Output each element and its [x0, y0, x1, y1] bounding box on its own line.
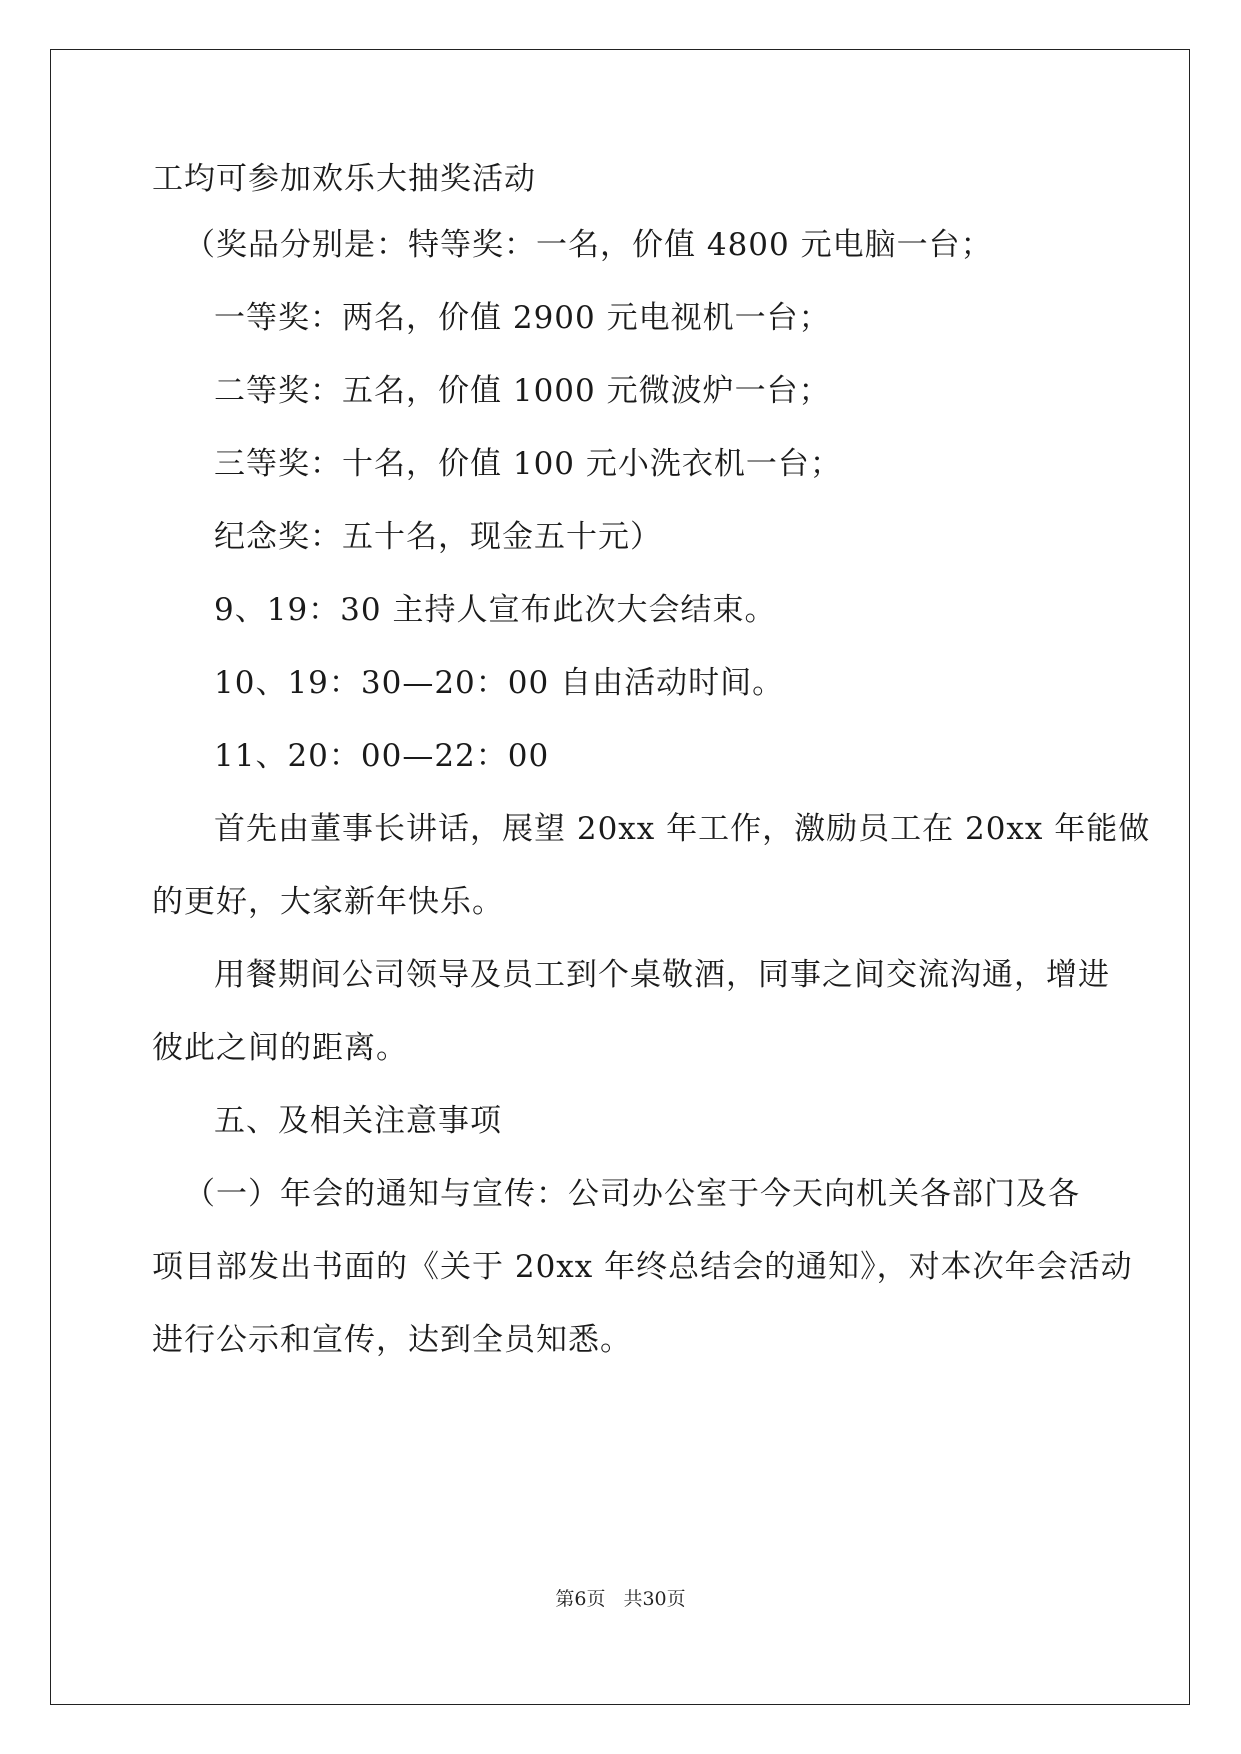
text-line: 工均可参加欢乐大抽奖活动 — [152, 161, 536, 197]
text-line: 二等奖：五名，价值 1000 元微波炉一台； — [214, 373, 831, 409]
current-page-number: 第6页 — [555, 1588, 606, 1610]
text-line: （奖品分别是：特等奖：一名，价值 4800 元电脑一台； — [184, 227, 993, 263]
total-pages: 共30页 — [623, 1588, 686, 1610]
text-line: 一等奖：两名，价值 2900 元电视机一台； — [214, 300, 831, 336]
text-line: 首先由董事长讲话，展望 20xx 年工作，激励员工在 20xx 年能做 — [214, 811, 1151, 847]
text-line: 纪念奖：五十名，现金五十元） — [214, 519, 662, 555]
text-line: 项目部发出书面的《关于 20xx 年终总结会的通知》，对本次年会活动 — [152, 1249, 1133, 1285]
text-line: 11、20：00—22：00 — [214, 738, 550, 774]
text-line: 9、19：30 主持人宣布此次大会结束。 — [214, 592, 777, 628]
page-footer — [0, 1587, 1241, 1611]
text-line: 彼此之间的距离。 — [152, 1030, 408, 1066]
text-line: 用餐期间公司领导及员工到个桌敬酒，同事之间交流沟通，增进 — [214, 957, 1110, 993]
text-line: （一）年会的通知与宣传：公司办公室于今天向机关各部门及各 — [184, 1176, 1080, 1212]
section-heading: 五、及相关注意事项 — [214, 1103, 502, 1139]
text-line: 的更好，大家新年快乐。 — [152, 884, 504, 920]
text-line: 进行公示和宣传，达到全员知悉。 — [152, 1322, 632, 1358]
text-line: 10、19：30—20：00 自由活动时间。 — [214, 665, 785, 701]
text-line: 三等奖：十名，价值 100 元小洗衣机一台； — [214, 446, 842, 482]
